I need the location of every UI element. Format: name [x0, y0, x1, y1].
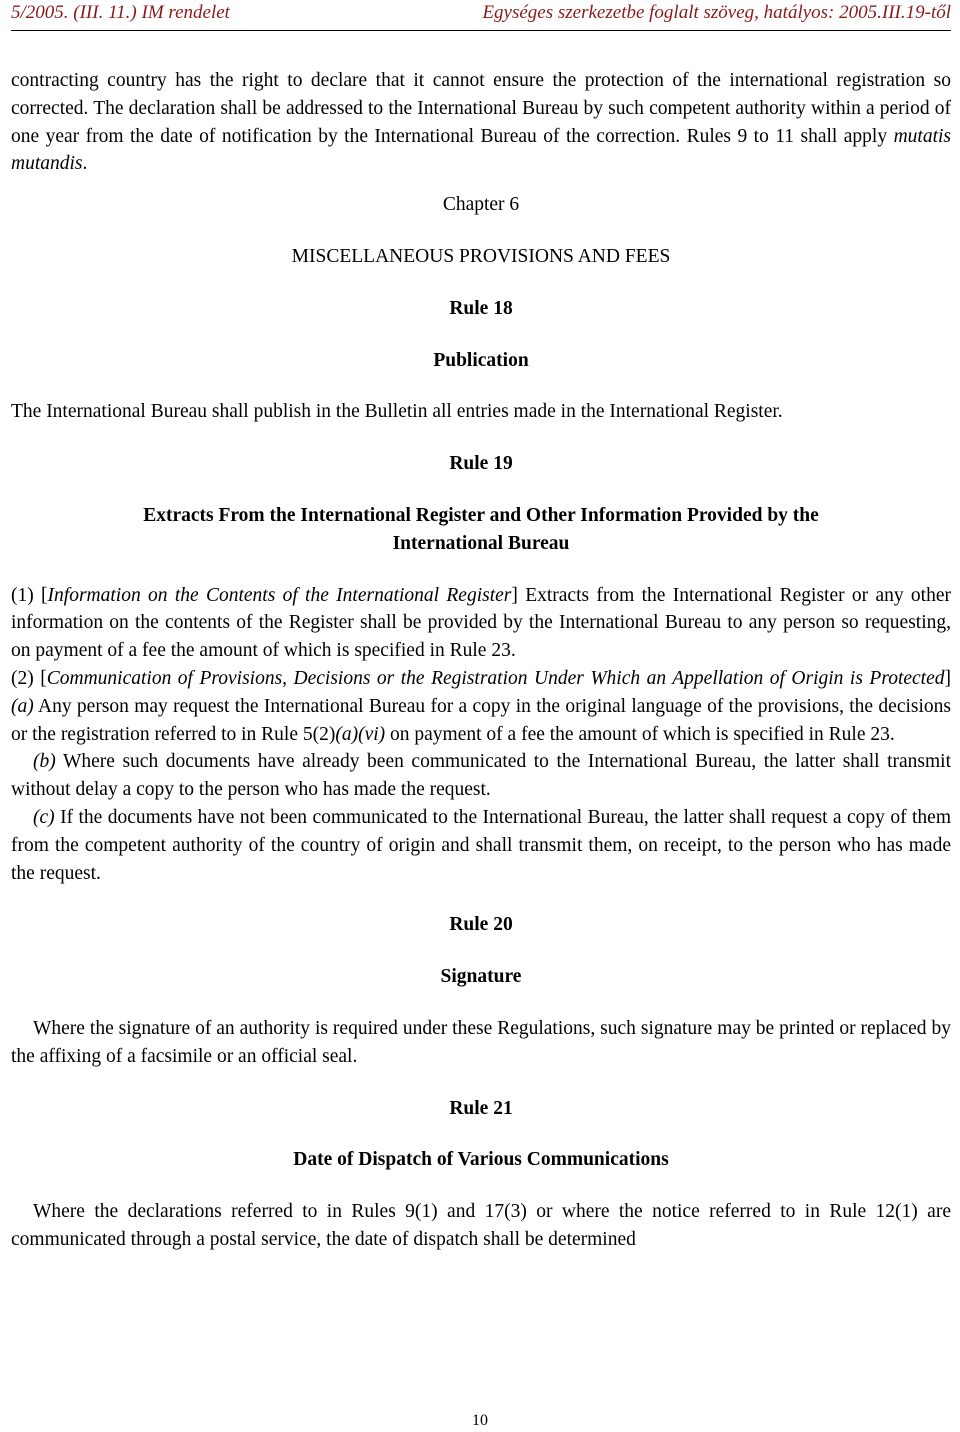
- page-number: 10: [472, 1412, 488, 1429]
- rule19-p2-ref: (a)(vi): [335, 723, 386, 745]
- intro-italic: mutatis mutandis: [11, 125, 951, 175]
- rule19-paragraph-1: [11, 582, 951, 665]
- rule18-heading: Rule 18: [449, 297, 513, 319]
- chapter-number: Chapter 6: [442, 194, 520, 216]
- intro-text: contracting country has the right to declare that it cannot ensure the protection of the international registration so corrected. The declaration shall be addressed to the International Bureau by such competent authority within a period of one year from the date of notification by the International Bureau of the correction. Rules 9 to 11 shall apply: [11, 70, 951, 147]
- document-body: [11, 67, 951, 1254]
- rule21-title: Date of Dispatch of Various Communications: [293, 1149, 669, 1171]
- header-left-text: 5/2005. (III. 11.) IM rendelet: [11, 2, 230, 23]
- rule21-heading: Rule 21: [449, 1097, 513, 1119]
- intro-paragraph: [11, 67, 951, 178]
- header-right-text: Egységes szerkezetbe foglalt szöveg, hatályos: 2005.III.19-től: [482, 2, 951, 23]
- rule19-p3-b: (b): [33, 751, 56, 773]
- rule19-p1-prefix: (1) [: [11, 584, 48, 606]
- rule19-p2-rest2: on payment of a fee the amount of which is specified in Rule 23.: [385, 723, 895, 745]
- rule19-p2-italic: Communication of Provisions, Decisions or the Registration Under Which an Appellation of Origin is Protected: [46, 667, 945, 689]
- rule19-p3-rest: Where such documents have already been communicated to the International Bureau, the latter shall transmit without delay a copy to the person who has made the request.: [11, 751, 951, 801]
- rule19-p2-mid: ]: [944, 667, 951, 689]
- rule19-p1-italic: Information on the Contents of the International Register: [47, 584, 512, 606]
- rule19-paragraph-4: [11, 804, 951, 887]
- rule19-p2-rest1: Any person may request the International Bureau for a copy in the original language of the provisions, the decisions or the registration referred to in Rule 5(2): [11, 695, 951, 745]
- rule20-heading: Rule 20: [449, 914, 513, 936]
- rule19-title-line1: Extracts From the International Register and Other Information Provided by the: [143, 504, 819, 526]
- rule19-title-line2: International Bureau: [392, 532, 570, 554]
- rule20-title: Signature: [440, 966, 522, 988]
- rule18-text: The International Bureau shall publish in the Bulletin all entries made in the International Register.: [11, 401, 783, 423]
- rule19-p4-rest: If the documents have not been communicated to the International Bureau, the latter shall request a copy of them from the competent authority of the country of origin and shall transmit them, on receipt, to the person who has made the request.: [11, 806, 951, 884]
- rule19-heading: Rule 19: [449, 453, 513, 475]
- rule19-p2-prefix: (2) [: [11, 667, 47, 689]
- rule21-text: Where the declarations referred to in Rules 9(1) and 17(3) or where the notice referred to in Rule 12(1) are communicated through a postal service, the date of dispatch shall be determined: [11, 1201, 951, 1250]
- rule19-paragraph-2: [11, 665, 951, 748]
- rule18-title: Publication: [433, 349, 529, 371]
- rule19-p4-c: (c): [33, 806, 55, 828]
- rule19-p1-rest: ] Extracts from the International Register or any other information on the contents of the Register shall be provided by the International Bureau to any person so requesting, on payment of a fee the amount of which is specified in Rule 23.: [11, 584, 952, 662]
- page-header: [11, 0, 951, 31]
- rule19-paragraph-3: [11, 748, 951, 804]
- rule20-text: Where the signature of an authority is required under these Regulations, such signature may be printed or replaced by the affixing of a facsimile or an official seal.: [11, 1017, 951, 1067]
- intro-end: .: [82, 153, 88, 175]
- chapter-title: MISCELLANEOUS PROVISIONS AND FEES: [291, 245, 671, 267]
- rule19-p2-a: (a): [11, 695, 34, 717]
